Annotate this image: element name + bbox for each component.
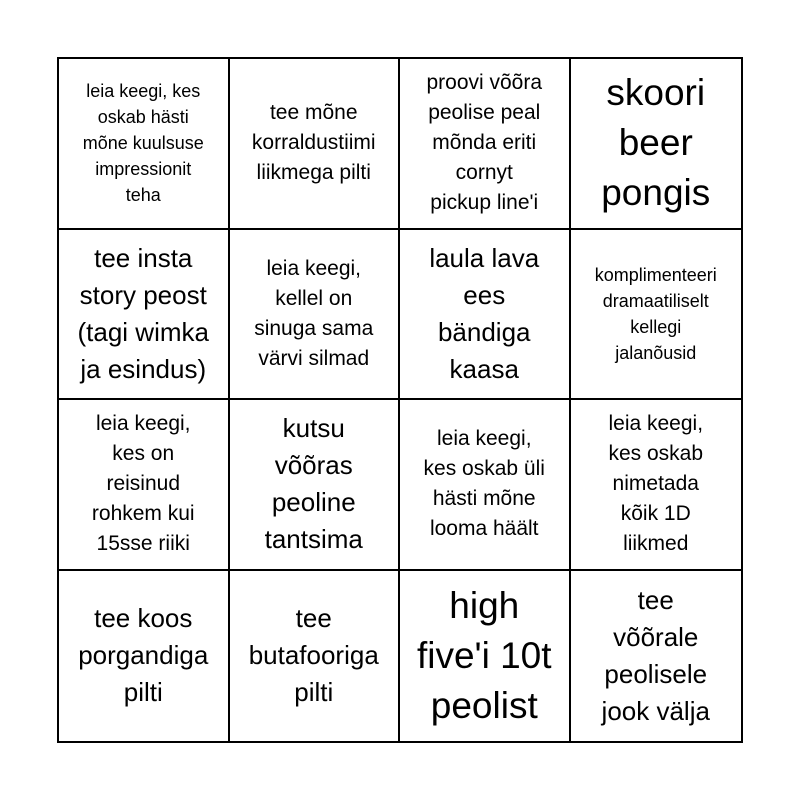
bingo-cell-10[interactable] [230,400,401,571]
bingo-cell-text: leia keegi, kes oskab nimetada kõik 1D liikmed [608,412,704,556]
bingo-cell-text: tee mõne korraldustiimi liikmega pilti [251,101,376,185]
bingo-cell-6[interactable] [230,230,401,401]
bingo-cell-11[interactable] [400,400,571,571]
bingo-cell-13[interactable] [59,571,230,742]
bingo-cell-text: kutsu võõras peoline tantsima [264,413,363,555]
bingo-board [57,57,743,743]
bingo-cell-2[interactable] [230,59,401,230]
bingo-cell-text: skoori beer pongis [601,72,711,214]
bingo-cell-text: leia keegi, kellel on sinuga sama värvi silmad [254,256,374,370]
bingo-cell-9[interactable] [59,400,230,571]
bingo-cell-text: leia keegi, kes oskab hästi mõne kuulsuse impressionit teha [82,81,204,206]
bingo-cell-text: tee võõrale peolisele jook välja [601,584,710,726]
bingo-cell-14[interactable] [230,571,401,742]
bingo-cell-text: laula lava ees bändiga kaasa [429,242,540,384]
bingo-cell-1[interactable] [59,59,230,230]
bingo-cell-text: leia keegi, kes oskab üli hästi mõne looma häält [423,427,545,541]
bingo-cell-text: high five'i 10t peolist [416,584,552,726]
bingo-cell-12[interactable] [571,400,742,571]
bingo-cell-8[interactable] [571,230,742,401]
bingo-cell-text: komplimenteeri dramaatiliselt kellegi jalanõusid [594,264,717,363]
bingo-cell-4[interactable] [571,59,742,230]
bingo-cell-5[interactable] [59,230,230,401]
bingo-cell-16[interactable] [571,571,742,742]
bingo-cell-text: tee butafooriga pilti [248,603,379,708]
bingo-cell-7[interactable] [400,230,571,401]
bingo-cell-3[interactable] [400,59,571,230]
bingo-cell-text: proovi võõra peolise peal mõnda eriti cornyt pickup line'i [426,71,543,215]
bingo-cell-text: tee insta story peost (tagi wimka ja esindus) [77,242,209,384]
bingo-cell-text: leia keegi, kes on reisinud rohkem kui 15sse riiki [91,412,195,556]
bingo-cell-15[interactable] [400,571,571,742]
bingo-cell-text: tee koos porgandiga pilti [78,603,209,708]
